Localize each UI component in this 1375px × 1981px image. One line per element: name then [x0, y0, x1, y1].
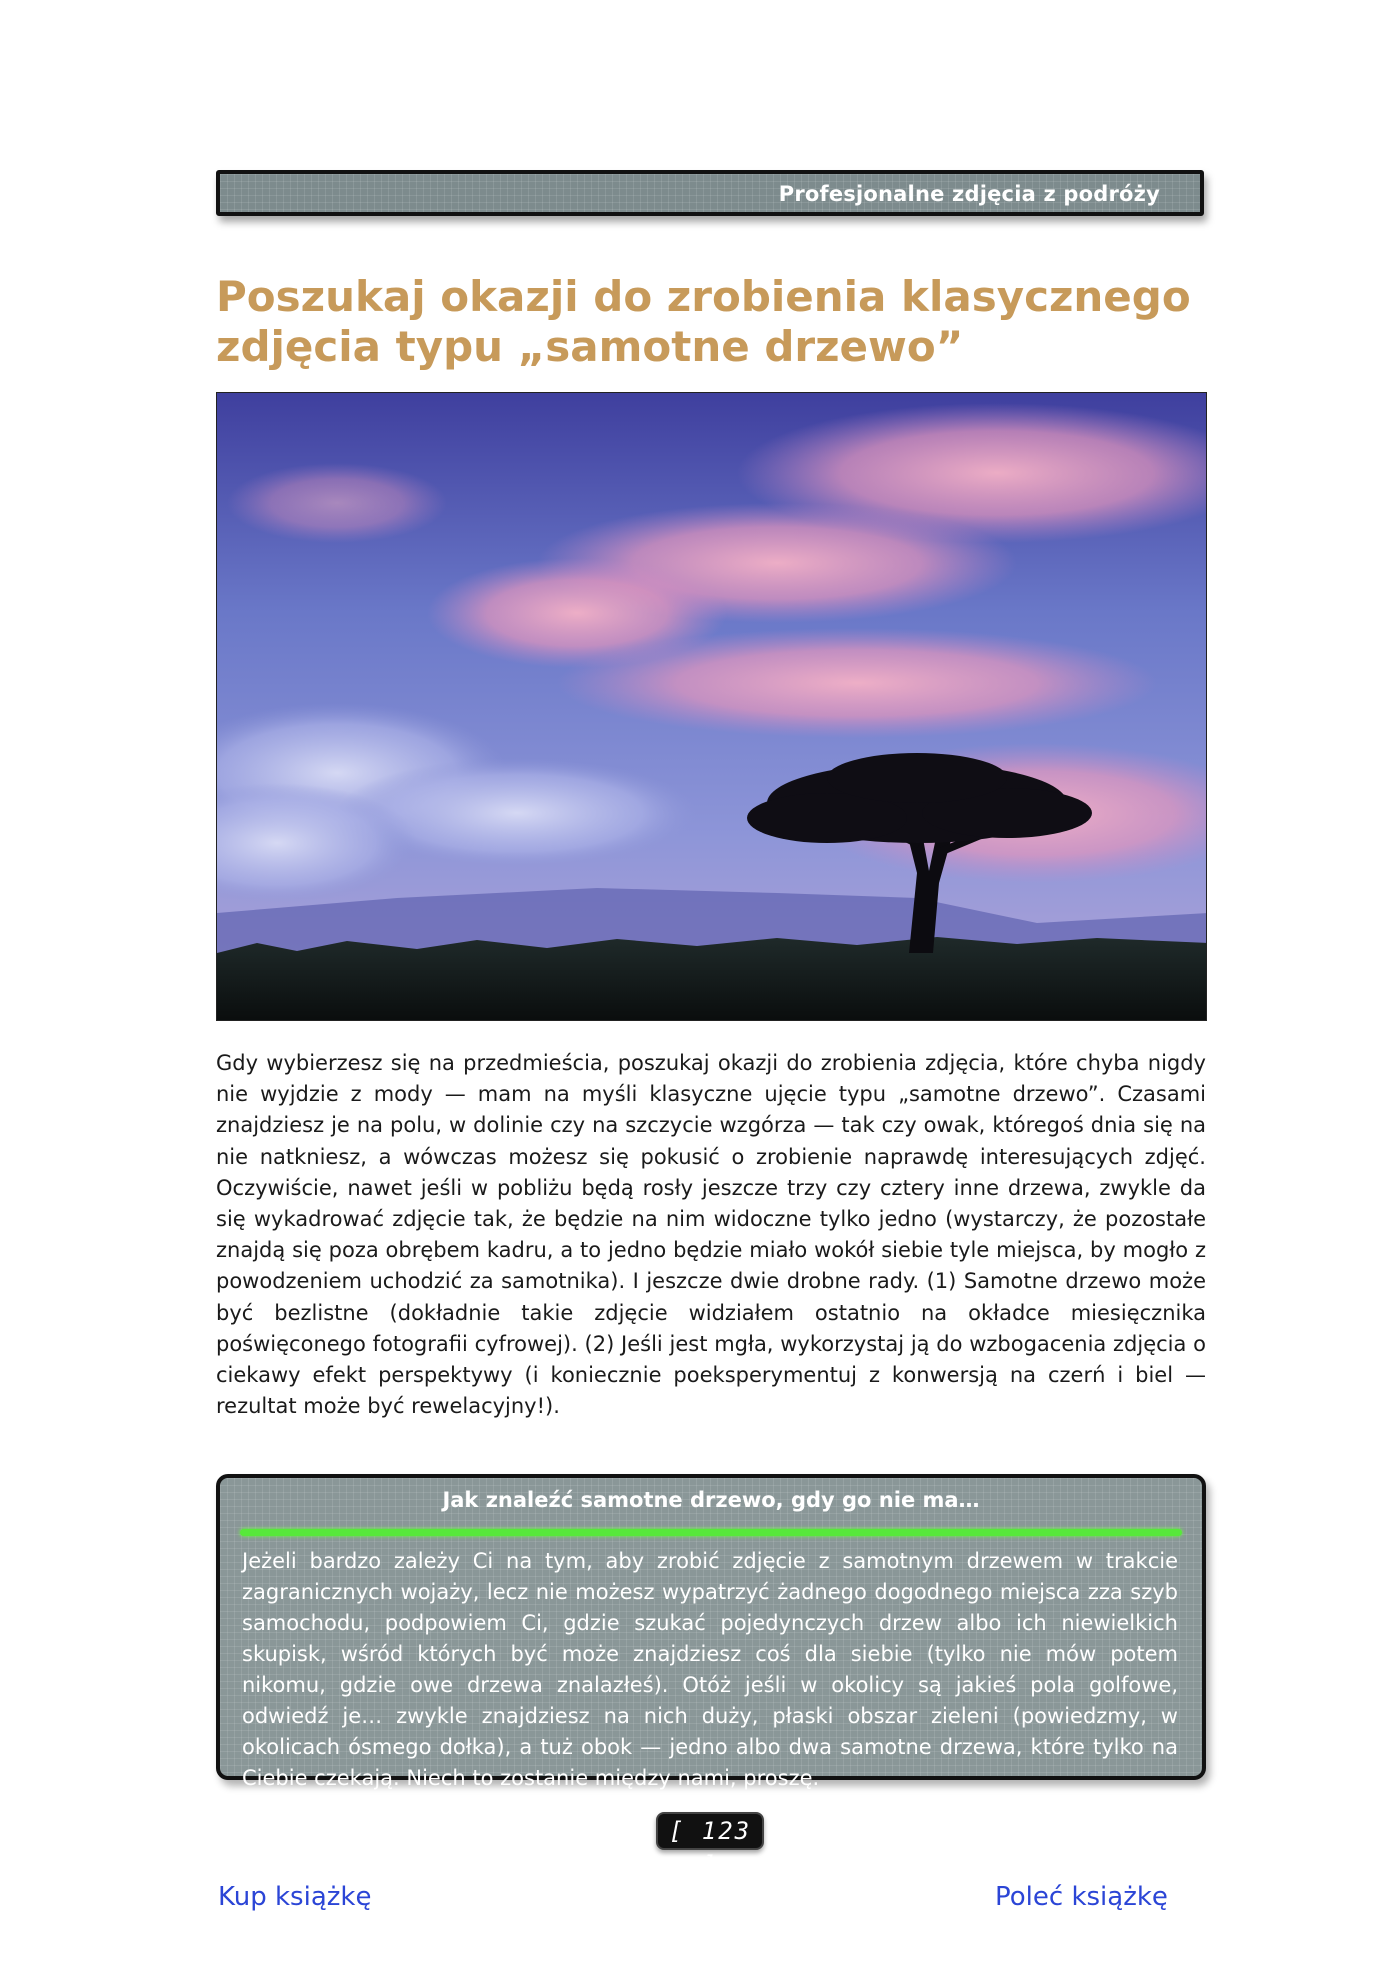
sidebar-heading: Jak znaleźć samotne drzewo, gdy go nie ma…	[442, 1488, 980, 1512]
section-header-bar	[216, 170, 1204, 216]
article-title: Poszukaj okazji do zrobienia klasycznego zdjęcia typu „samotne drzewo”	[216, 272, 1191, 371]
lone-tree-photo	[216, 392, 1207, 1021]
article-body: Gdy wybierzesz się na przedmieścia, poszukaj okazji do zrobienia zdjęcia, które chyba nigdy nie wyjdzie z mody — mam na myśli klasyczne ujęcie typu „samotne drzewo”. Czasami znajdziesz je na polu, w dolinie czy na szczycie wzgórza — tak czy owak, któregoś dnia się na nie natkniesz, a wówczas możesz się pokusić o zrobienie naprawdę interesujących zdjęć. Oczywiście, nawet jeśli w pobliżu będą rosły jeszcze trzy czy cztery inne drzewa, zwykle da się wykadrować zdjęcie tak, że będzie na nim widoczne tylko jedno (wystarczy, że pozostałe znajdą się poza obrębem kadru, a to jedno będzie miało wokół siebie tyle miejsca, by mogło z powodzeniem uchodzić za samotnika). I jeszcze dwie drobne rady. (1) Samotne drzewo może być bezlistne (dokładnie takie zdjęcie widziałem ostatnio na okładce miesięcznika poświęconego fotografii cyfrowej). (2) Jeśli jest mgła, wykorzystaj ją do wzbogacenia zdjęcia o ciekawy efekt perspektywy (i koniecznie poeksperymentuj z konwersją na czerń i biel — rezultat może być rewelacyjny!).	[216, 1051, 1206, 1419]
sidebar-text: Jeżeli bardzo zależy Ci na tym, aby zrobić zdjęcie z samotnym drzewem w trakcie zagranicznych wojaży, lecz nie możesz wypatrzyć żadnego dogodnego miejsca zza szyb samochodu, podpowiem Ci, gdzie szukać pojedynczych drzew albo ich niewielkich skupisk, wśród których być może znajdziesz coś dla siebie (tylko nie mów potem nikomu, gdzie owe drzewa znalazłeś). Otóż jeśli w okolicy są jakieś pola golfowe, odwiedź je… zwykle znajdziesz na nich duży, płaski obszar zieleni (powiedzmy, w okolicach ósmego dołka), a tuż obok — jedno albo dwa samotne drzewa, które tylko na Ciebie czekają. Niech to zostanie między nami, proszę.	[242, 1549, 1178, 1790]
buy-book-link[interactable]: Kup książkę	[218, 1882, 372, 1912]
page-number: [ 123 ]	[656, 1812, 764, 1850]
tip-sidebar	[216, 1474, 1206, 1790]
section-title: Profesjonalne zdjęcia z podróży	[778, 182, 1160, 206]
recommend-book-link[interactable]: Poleć książkę	[995, 1882, 1168, 1912]
sidebar-divider	[240, 1529, 1182, 1536]
